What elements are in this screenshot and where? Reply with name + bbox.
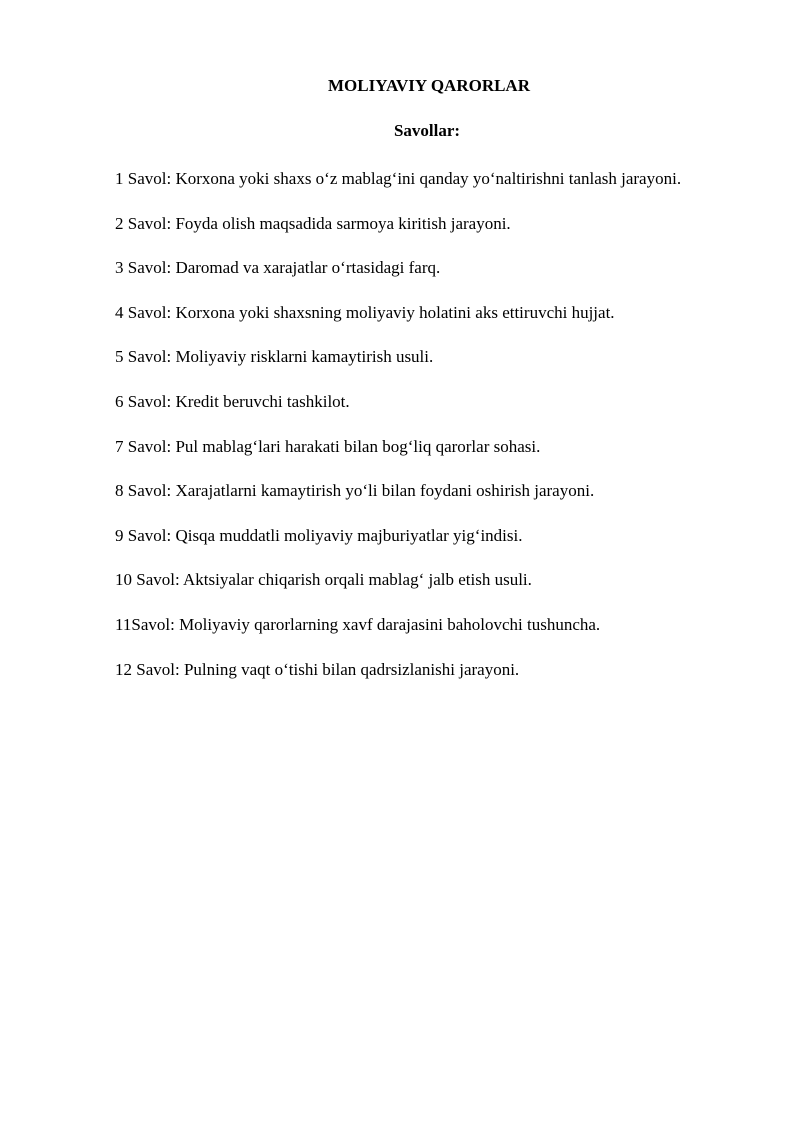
question-list: [115, 166, 681, 701]
question-item-10: 10 Savol: Aktsiyalar chiqarish orqali mablag‘ jalb etish usuli.: [115, 570, 532, 590]
question-item-12: 12 Savol: Pulning vaqt o‘tishi bilan qadrsizlanishi jarayoni.: [115, 659, 520, 679]
question-item-1: 1 Savol: Korxona yoki shaxs o‘z mablag‘ini qanday yo‘naltirishni tanlash jarayoni.: [115, 169, 682, 188]
question-item-11: 11Savol: Moliyaviy qarorlarning xavf darajasini baholovchi tushuncha.: [115, 614, 601, 634]
question-item-7: 7 Savol: Pul mablag‘lari harakati bilan bog‘liq qarorlar sohasi.: [115, 436, 541, 456]
document-subtitle: Savollar:: [393, 121, 461, 140]
question-item-9: 9 Savol: Qisqa muddatli moliyaviy majburiyatlar yig‘indisi.: [115, 525, 523, 545]
question-item-5: 5 Savol: Moliyaviy risklarni kamaytirish usuli.: [115, 347, 434, 367]
question-item-2: 2 Savol: Foyda olish maqsadida sarmoya kiritish jarayoni.: [115, 213, 511, 233]
question-item-4: 4 Savol: Korxona yoki shaxsning moliyaviy holatini aks ettiruvchi hujjat.: [115, 302, 615, 322]
document-title: MOLIYAVIY QARORLAR: [328, 76, 530, 95]
question-item-6: 6 Savol: Kredit beruvchi tashkilot.: [115, 391, 350, 411]
question-item-8: 8 Savol: Xarajatlarni kamaytirish yo‘li bilan foydani oshirish jarayoni.: [115, 481, 595, 501]
question-item-3: 3 Savol: Daromad va xarajatlar o‘rtasidagi farq.: [115, 258, 441, 278]
